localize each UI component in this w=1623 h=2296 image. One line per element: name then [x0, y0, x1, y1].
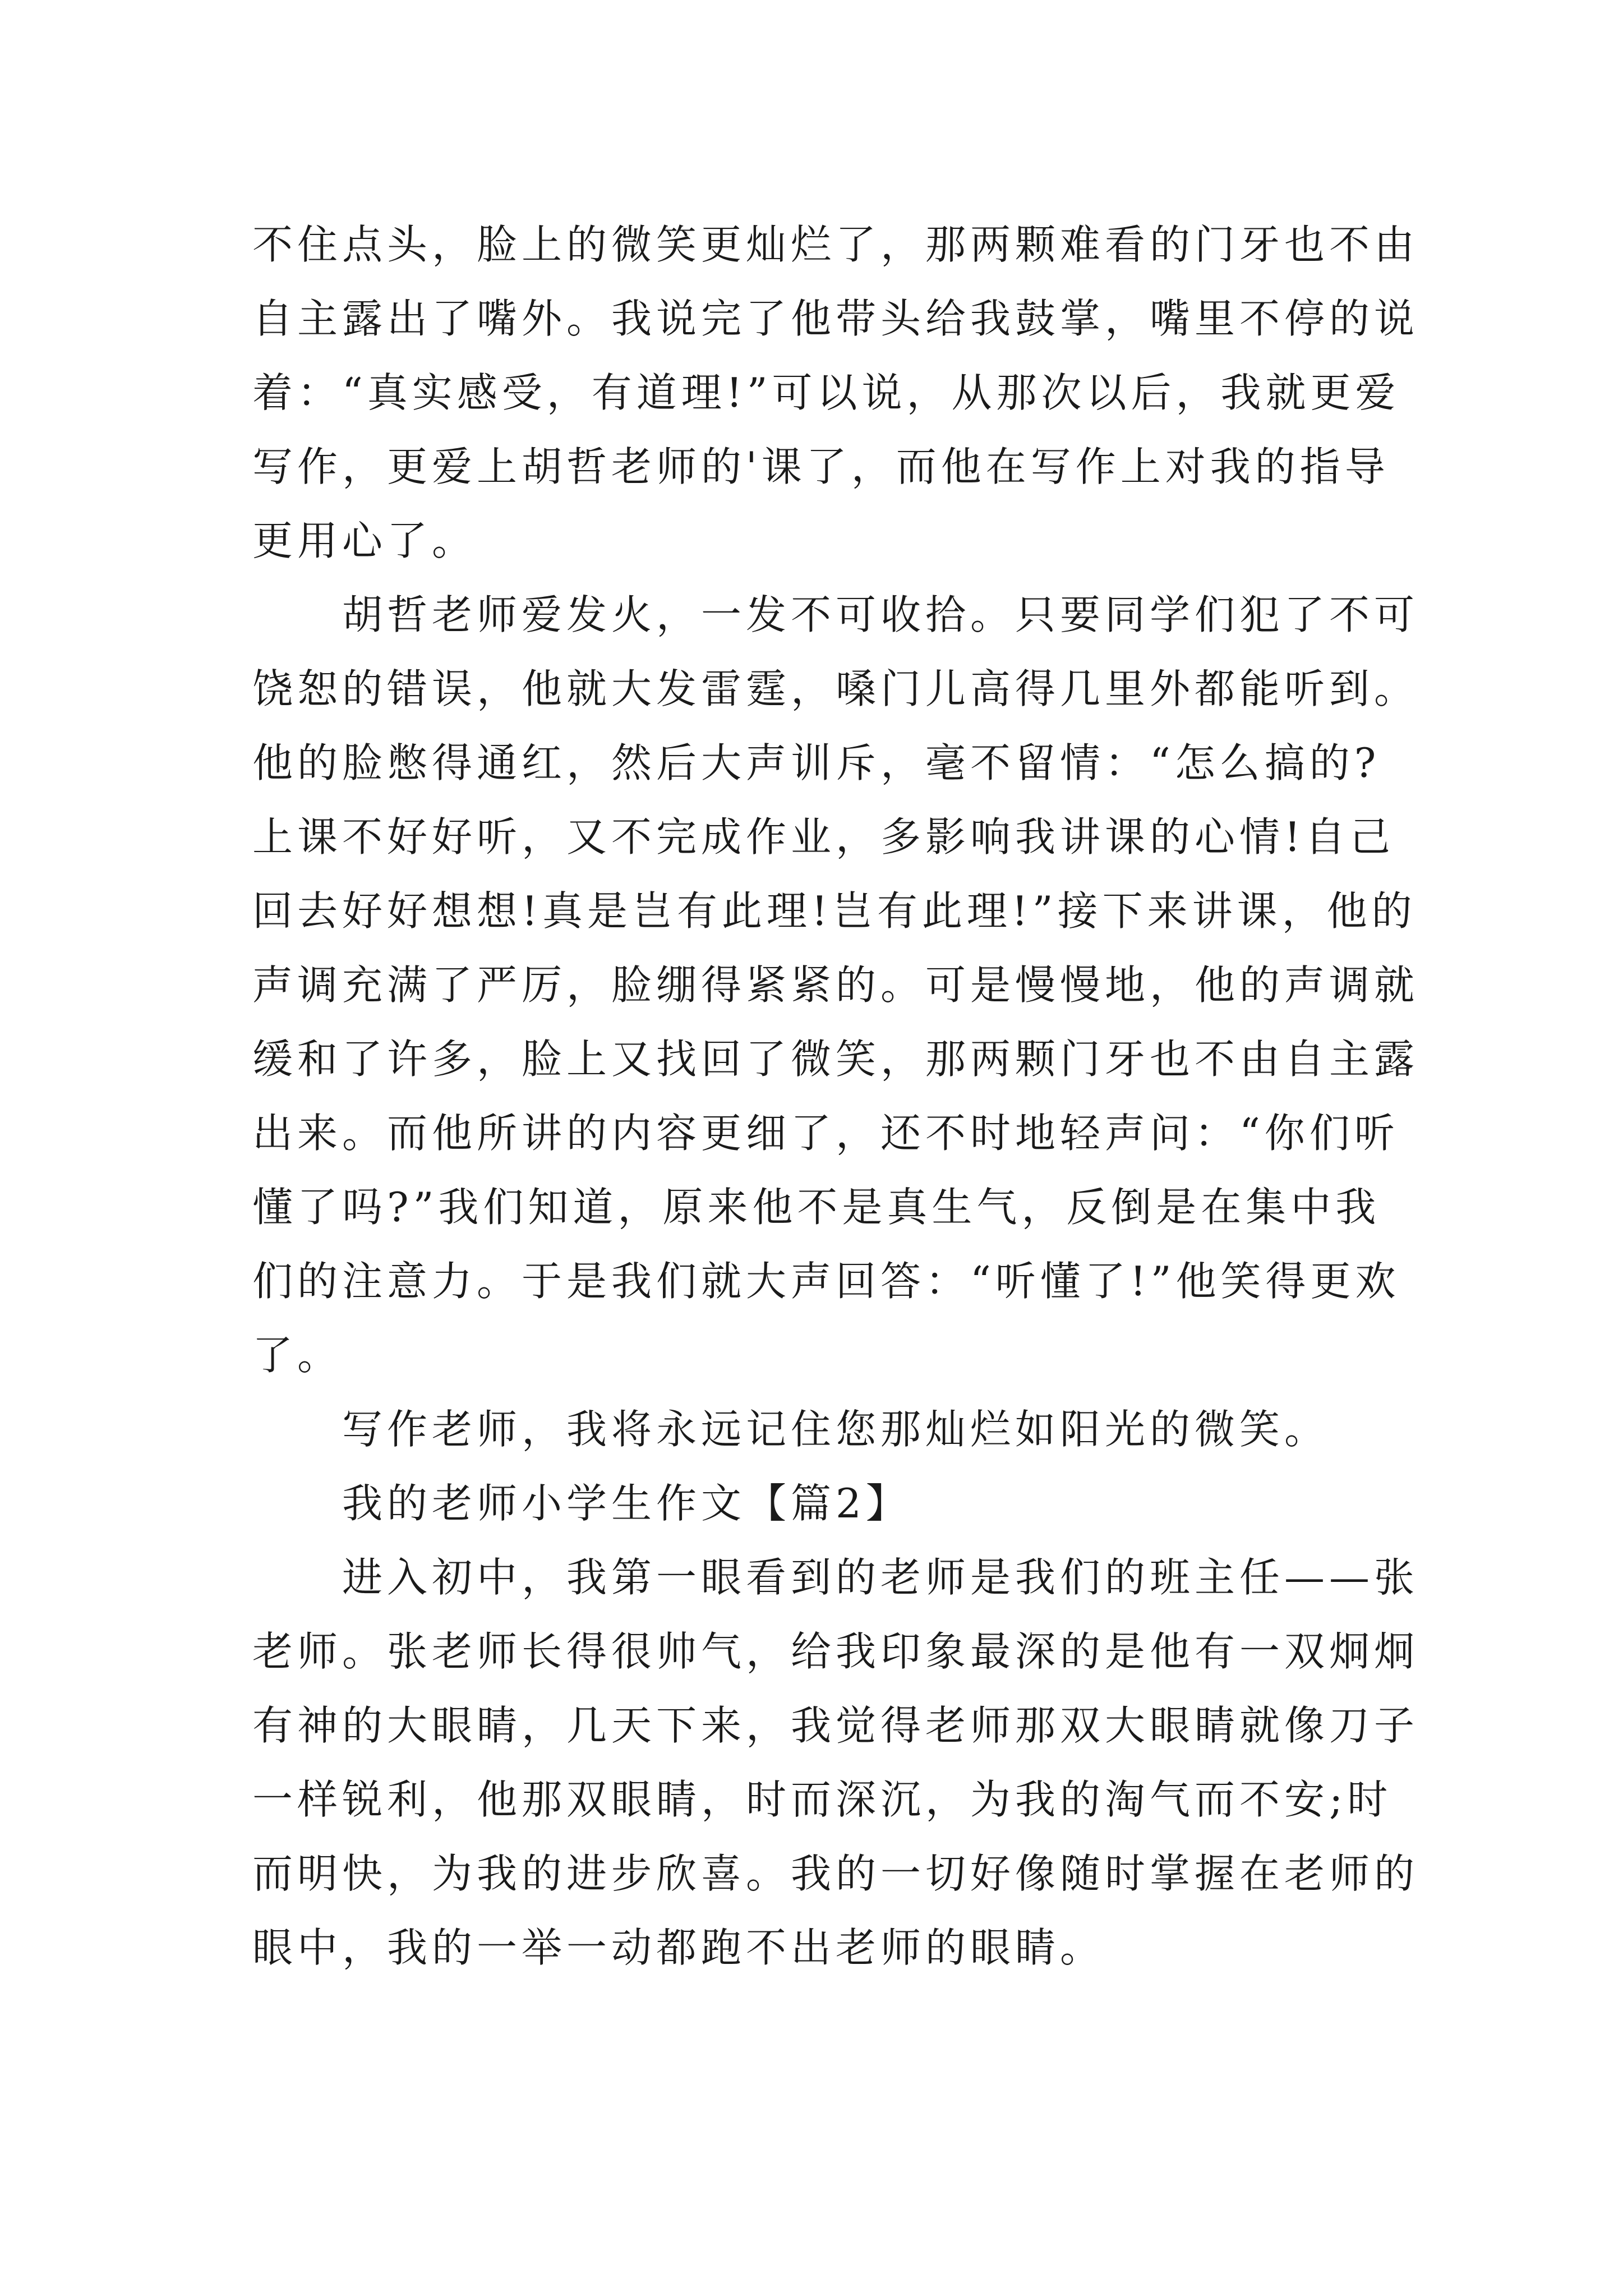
paragraph-continuation: 不住点头，脸上的微笑更灿烂了，那两颗难看的门牙也不由自主露出了嘴外。我说完了他带头给我鼓掌，嘴里不停的说着：“真实感受，有道理!”可以说，从那次以后，我就更爱写作，更爱上胡哲老师的'课了，而他在写作上对我的指导更用心了。 — [252, 221, 1419, 564]
paragraph-closing-remark: 写作老师，我将永远记住您那灿烂如阳光的微笑。 — [342, 1406, 1330, 1453]
document-body — [252, 208, 1419, 1985]
paragraph-teacher-eyes: 进入初中，我第一眼看到的老师是我们的班主任——张老师。张老师长得很帅气，给我印象最深的是他有一双炯炯有神的大眼睛，几天下来，我觉得老师那双大眼睛就像刀子一样锐利，他那双眼睛，时而深沉，为我的淘气而不安;时而明快，为我的进步欣喜。我的一切好像随时掌握在老师的眼中，我的一举一动都跑不出老师的眼睛。 — [252, 1554, 1419, 1971]
section-heading: 我的老师小学生作文【篇2】 — [342, 1480, 911, 1527]
paragraph-teacher-temper: 胡哲老师爱发火，一发不可收拾。只要同学们犯了不可饶恕的错误，他就大发雷霆，嗓门儿高得几里外都能听到。他的脸憋得通红，然后大声训斥，毫不留情：“怎么搞的?上课不好好听，又不完成作业，多影响我讲课的心情!自己回去好好想想!真是岂有此理!岂有此理!”接下来讲课，他的声调充满了严厉，脸绷得紧紧的。可是慢慢地，他的声调就缓和了许多，脸上又找回了微笑，那两颗门牙也不由自主露出来。而他所讲的内容更细了，还不时地轻声问：“你们听懂了吗?”我们知道，原来他不是真生气，反倒是在集中我们的注意力。于是我们就大声回答：“听懂了!”他笑得更欢了。 — [252, 591, 1419, 1379]
